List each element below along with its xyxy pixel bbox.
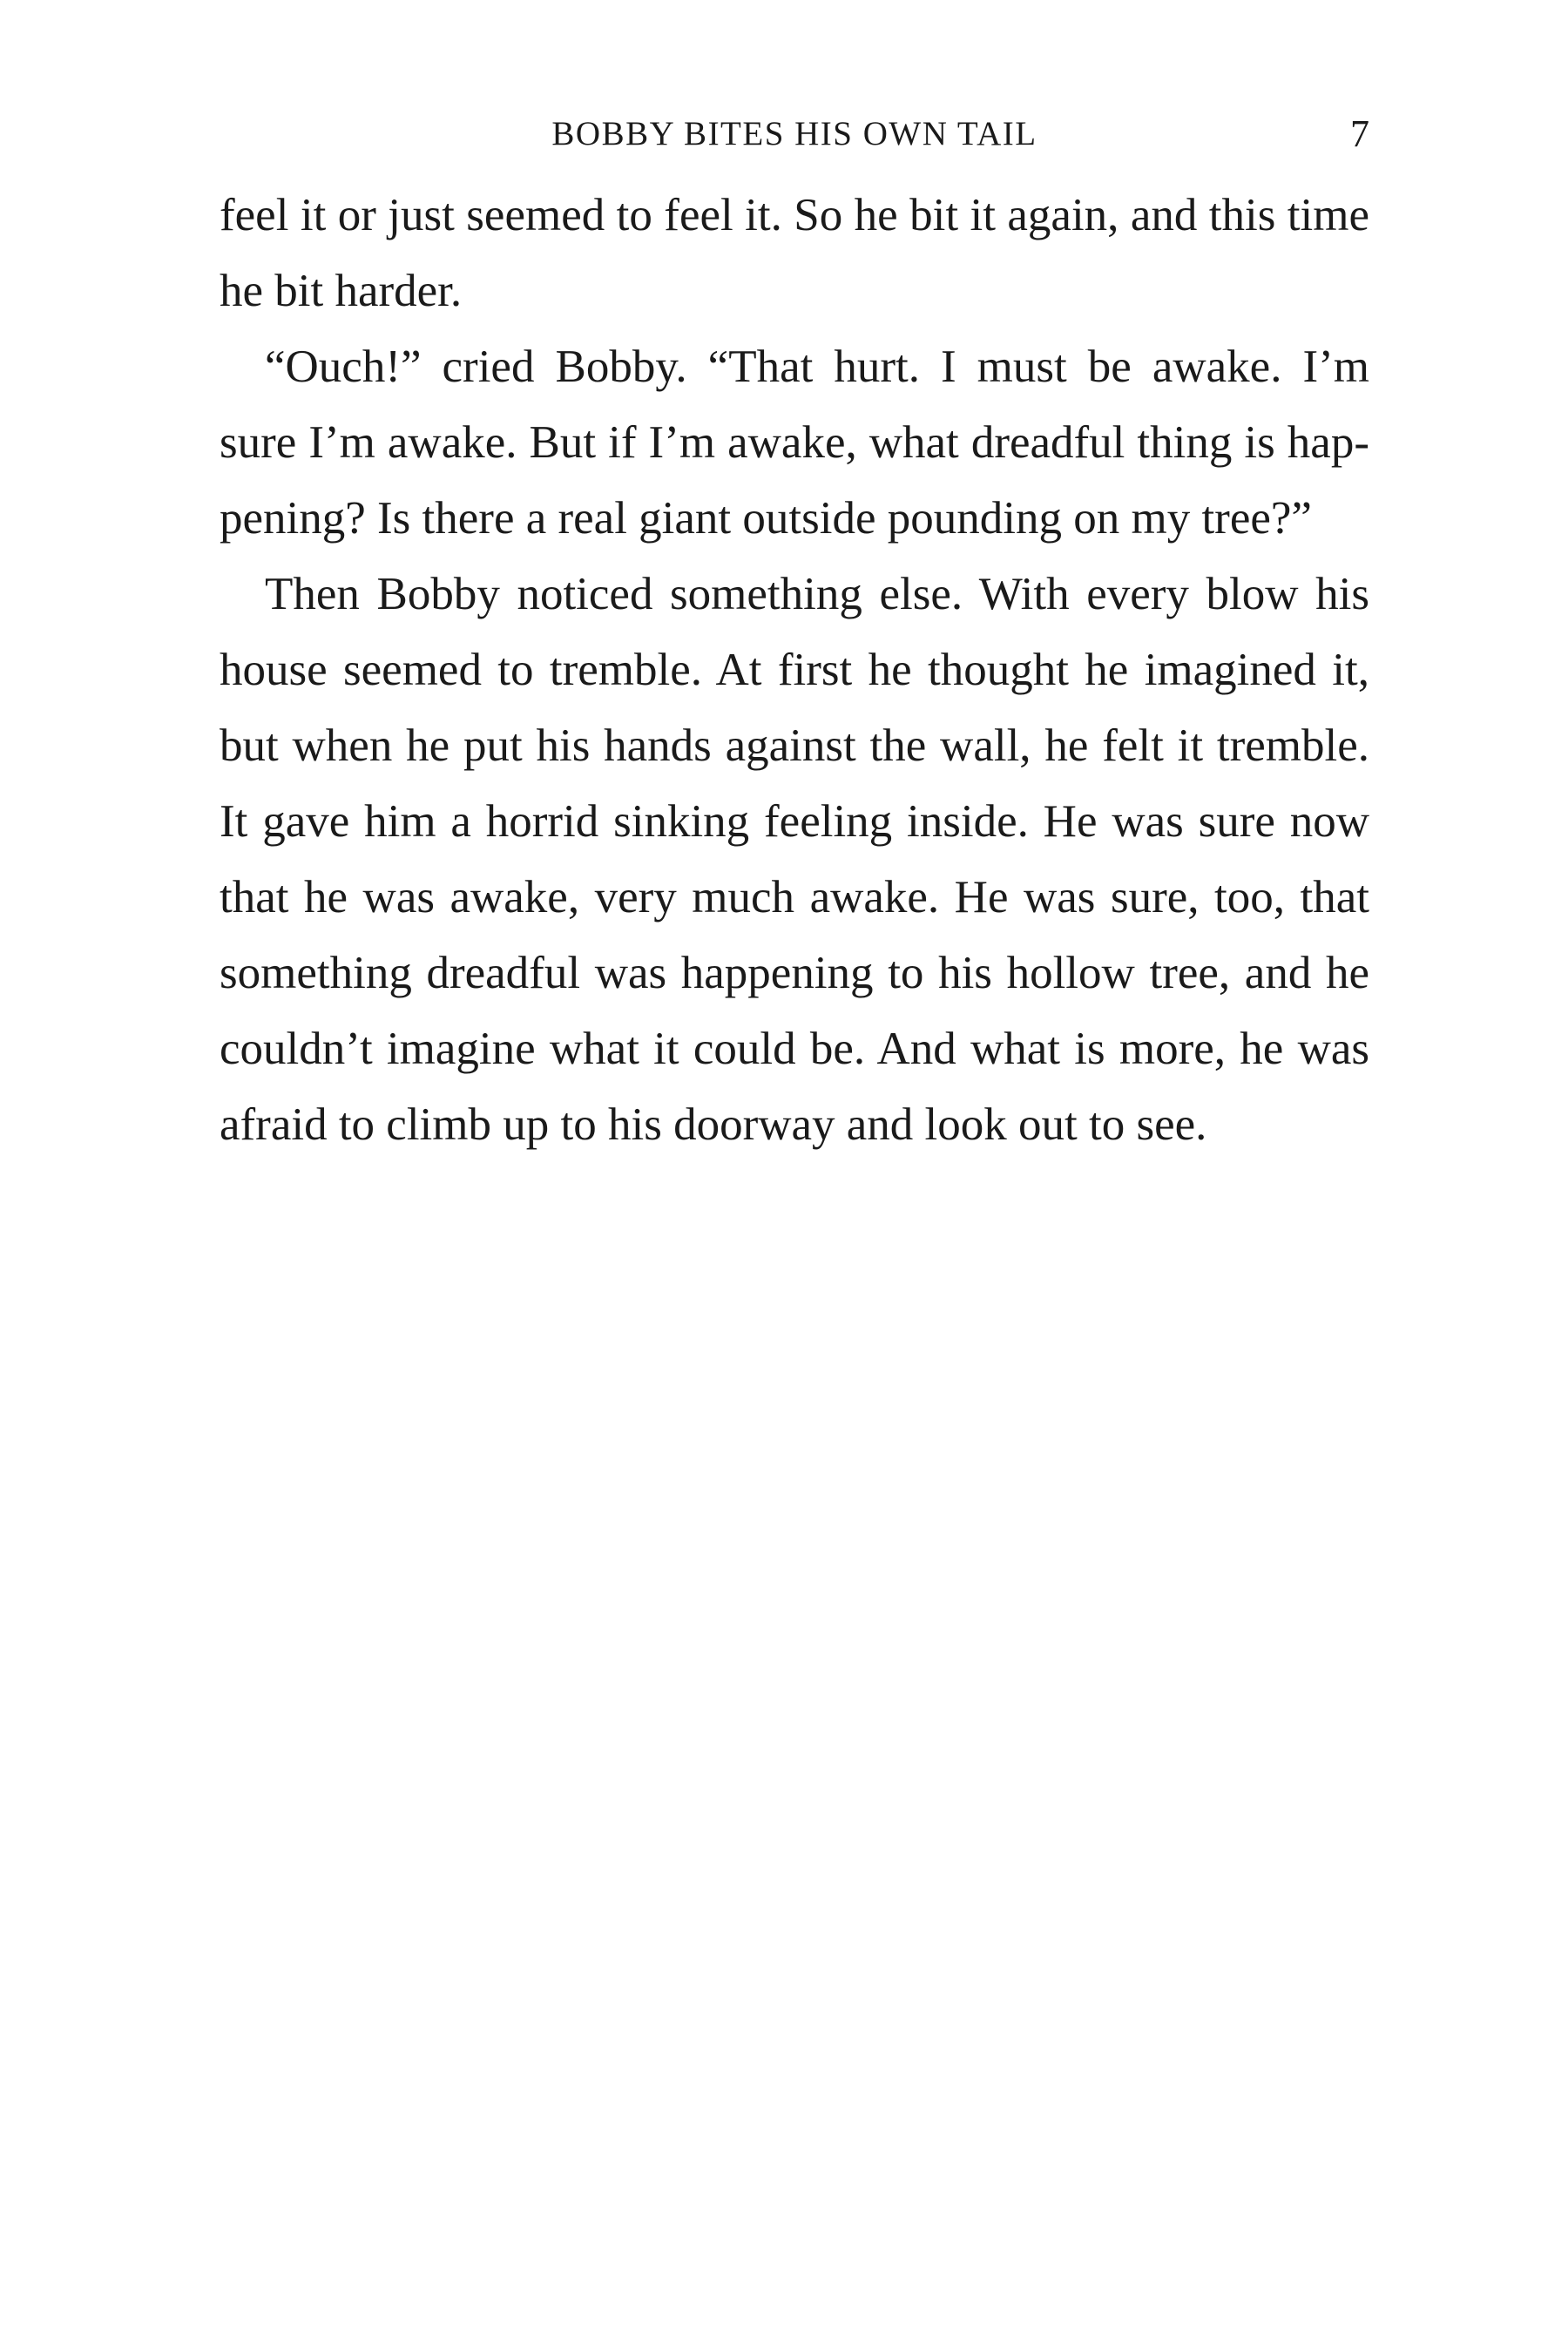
- paragraph-narration: Then Bobby noticed something else. With every blow his house seemed to tremble. At first he thought he imagined it, but when he put his hands against the wall, he felt it tremble. It gave him a horrid sinking feeling inside. He was sure now that he was awake, very much awake. He was sure, too, that something dreadful was happening to his hollow tree, and he couldn’t imagine what it could be. And what is more, he was afraid to climb up to his doorway and look out to see.: [220, 569, 1369, 1150]
- paragraph-dialogue: “Ouch!” cried Bobby. “That hurt. I must be awake. I’m sure I’m awake. But if I’m awake, what dreadful thing is happening? Is there a real giant outside pounding on my tree?”: [220, 341, 1369, 544]
- body-text: [220, 178, 1369, 1163]
- running-title: BOBBY BITES HIS OWN TAIL: [551, 115, 1037, 152]
- paragraph-continuation: feel it or just seemed to feel it. So he bit it again, and this time he bit harder.: [220, 190, 1369, 316]
- running-header: [220, 108, 1369, 160]
- page-number: 7: [1350, 112, 1369, 155]
